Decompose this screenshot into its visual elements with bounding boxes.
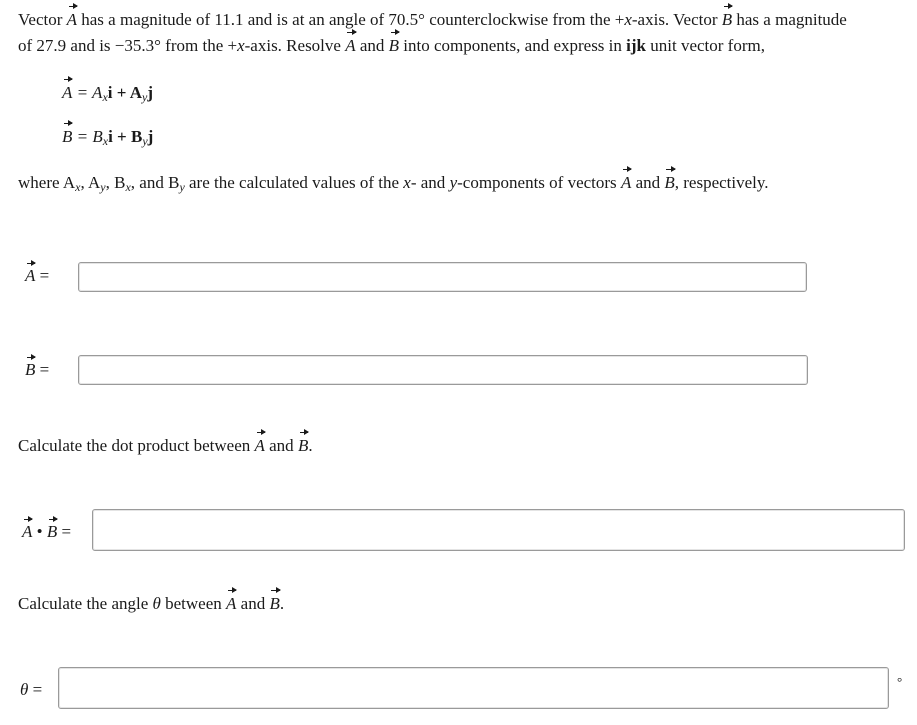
subscript: y: [142, 134, 148, 148]
subscript: y: [100, 180, 106, 194]
degree-unit: °: [897, 674, 903, 689]
vector-a-symbol: A: [22, 522, 33, 541]
vector-a-symbol: A: [620, 173, 632, 192]
b-answer-label: [25, 360, 49, 380]
equals-sign: =: [35, 360, 50, 379]
text: ijk: [626, 36, 646, 55]
vector-b-symbol: B: [269, 594, 280, 613]
vector-a-symbol: A: [254, 436, 265, 455]
problem-line-2: [18, 35, 765, 57]
theta-symbol: θ: [20, 680, 29, 699]
text: y: [449, 173, 458, 192]
text: -axis. Vector: [631, 10, 722, 29]
subscript: x: [102, 134, 109, 148]
text: j: [147, 83, 154, 102]
text: , B: [105, 173, 126, 192]
subscript: x: [125, 180, 131, 194]
text: x: [624, 10, 632, 29]
angle-prompt: [18, 593, 284, 615]
text: and: [355, 36, 389, 55]
text: j: [147, 127, 154, 146]
text: Calculate the angle: [18, 594, 153, 613]
dot-product-prompt: [18, 435, 313, 457]
text: where A: [18, 173, 76, 192]
where-line: [18, 172, 769, 194]
problem-line-1: [18, 9, 847, 31]
angle-answer-label: [20, 680, 42, 700]
dot-product-answer-field[interactable]: [92, 509, 905, 551]
text: has a magnitude: [732, 10, 847, 29]
angle-answer-field[interactable]: [58, 667, 889, 709]
text: .: [279, 594, 285, 613]
dot-answer-label: [22, 522, 71, 542]
text: between: [160, 594, 227, 613]
text: has a magnitude of 11.1 and is at an angle of 70.5° counterclockwise from the +: [77, 10, 625, 29]
text: x: [237, 36, 245, 55]
subscript: x: [102, 90, 108, 104]
subscript: y: [142, 90, 148, 104]
vector-b-symbol: B: [388, 36, 400, 55]
text: , respectively.: [674, 173, 769, 192]
text: Vector: [18, 10, 67, 29]
vector-a-symbol: A: [25, 266, 36, 285]
vector-b-symbol: B: [721, 10, 733, 29]
text: i + B: [108, 127, 143, 146]
formula-a: [62, 82, 153, 104]
equals-sign: =: [57, 522, 72, 541]
text: and: [264, 436, 298, 455]
vector-a-symbol: A: [345, 36, 356, 55]
text: unit vector form,: [646, 36, 765, 55]
vector-b-symbol: B: [664, 173, 675, 192]
text: x: [403, 173, 411, 192]
vector-b-symbol: B: [62, 127, 73, 146]
text: and: [236, 594, 270, 613]
formula-b: [62, 126, 153, 148]
text: Calculate the dot product between: [18, 436, 255, 455]
vector-b-symbol: B: [297, 436, 309, 455]
text: are the calculated values of the: [184, 173, 404, 192]
subscript: y: [179, 180, 185, 194]
text: and: [631, 173, 665, 192]
a-answer-field[interactable]: [78, 262, 807, 292]
vector-a-symbol: A: [62, 83, 73, 102]
text: -components of vectors: [457, 173, 621, 192]
theta-symbol: θ: [152, 594, 161, 613]
text: .: [308, 436, 313, 455]
a-answer-label: [25, 266, 49, 286]
vector-a-symbol: A: [226, 594, 237, 613]
text: into components, and express in: [399, 36, 627, 55]
text: , A: [80, 173, 101, 192]
subscript: x: [75, 180, 81, 194]
equals-sign: =: [35, 266, 50, 285]
vector-b-symbol: B: [25, 360, 36, 379]
text: i + A: [107, 83, 143, 102]
vector-b-symbol: B: [46, 522, 58, 541]
b-answer-field[interactable]: [78, 355, 808, 385]
vector-a-symbol: A: [66, 10, 78, 29]
dot-symbol: •: [32, 522, 47, 541]
text: = B: [76, 127, 103, 146]
text: - and: [410, 173, 450, 192]
text: of 27.9 and is −35.3° from the +: [18, 36, 238, 55]
text: , and B: [130, 173, 180, 192]
equals-sign: =: [28, 680, 43, 699]
text: -axis. Resolve: [244, 36, 346, 55]
text: = A: [76, 83, 103, 102]
